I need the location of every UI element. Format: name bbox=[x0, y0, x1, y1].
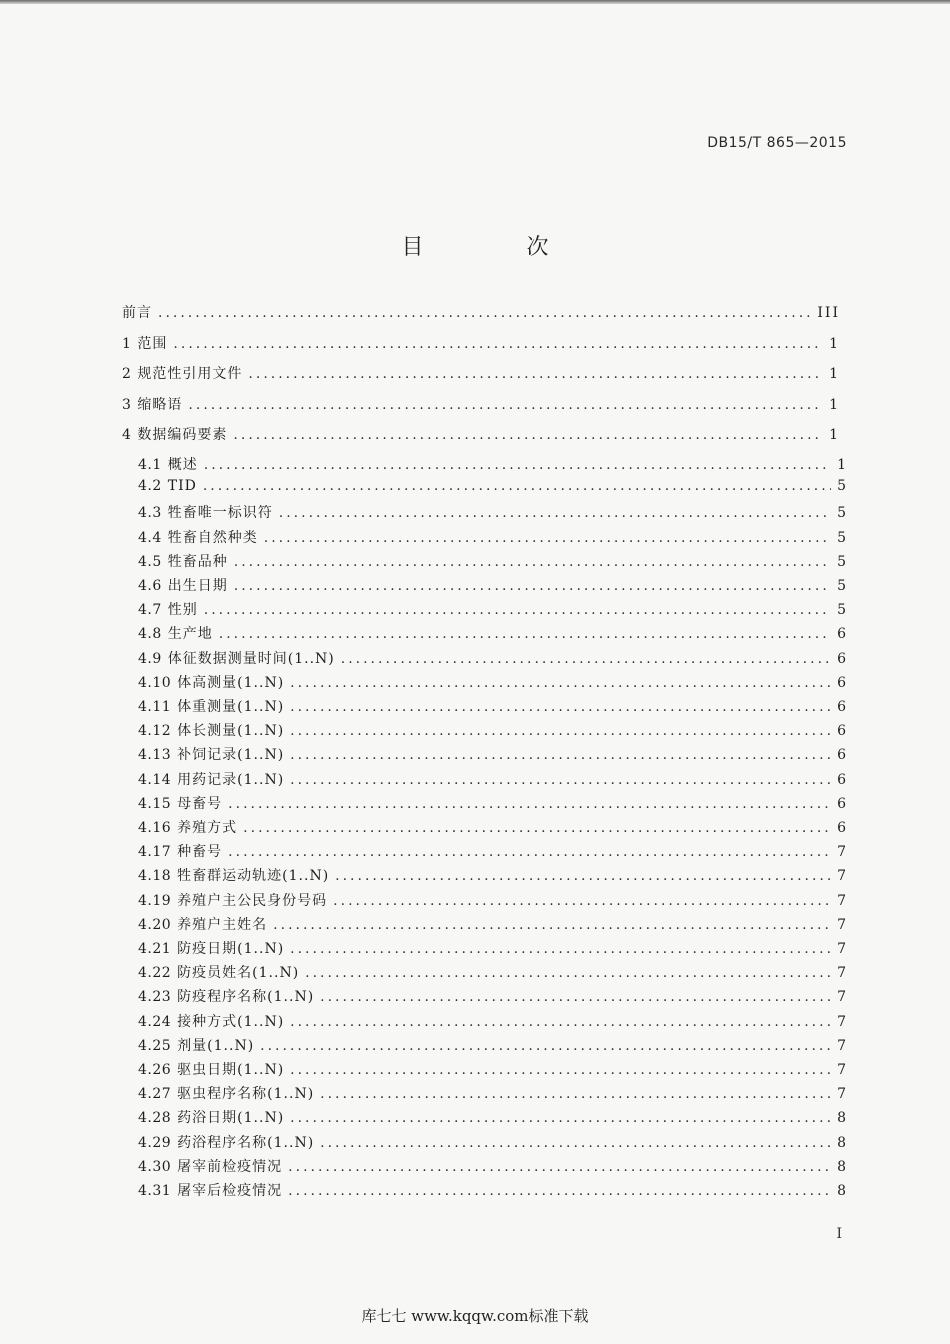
toc-entry-page: 7 bbox=[837, 916, 848, 933]
toc-entry[interactable] bbox=[138, 1132, 848, 1156]
toc-leader-dots bbox=[320, 1135, 831, 1151]
toc-entry-title: 体长测量(1..N) bbox=[177, 723, 285, 740]
toc-leader-dots bbox=[290, 941, 831, 957]
toc-entry[interactable] bbox=[138, 865, 848, 889]
toc-leader-dots bbox=[264, 530, 831, 546]
toc-entry-number: 4.29 bbox=[138, 1134, 172, 1151]
toc-leader-dots bbox=[320, 1086, 831, 1102]
toc-entry-page: 8 bbox=[837, 1110, 848, 1127]
toc-entry-number: 4.7 bbox=[138, 602, 162, 619]
toc-leader-dots bbox=[288, 1159, 831, 1175]
toc-entry-number: 4.28 bbox=[138, 1110, 172, 1127]
toc-entry-number: 4.30 bbox=[138, 1158, 172, 1175]
toc-entry[interactable] bbox=[138, 1180, 848, 1204]
toc-entry[interactable] bbox=[138, 575, 848, 599]
toc-entry-page: 1 bbox=[829, 335, 840, 352]
toc-leader-dots bbox=[233, 427, 823, 443]
toc-entry-page: 6 bbox=[837, 699, 848, 715]
toc-entry-title: 牲畜群运动轨迹(1..N) bbox=[177, 868, 330, 885]
toc-entry-page: 5 bbox=[837, 478, 848, 495]
toc-entry-number: 4.3 bbox=[138, 505, 162, 522]
toc-leader-dots bbox=[290, 1110, 831, 1126]
toc-entry[interactable] bbox=[138, 1107, 848, 1131]
toc-leader-dots bbox=[290, 772, 831, 788]
toc-leader-dots bbox=[290, 747, 831, 763]
toc-entry[interactable] bbox=[138, 986, 848, 1010]
toc-entry-number: 4.19 bbox=[138, 892, 172, 909]
toc-entry[interactable] bbox=[138, 938, 848, 962]
toc-entry-title: 母畜号 bbox=[177, 795, 223, 812]
toc-entry-title: 牲畜品种 bbox=[167, 553, 228, 570]
toc-entry-page: 5 bbox=[837, 505, 848, 522]
toc-leader-dots bbox=[290, 699, 831, 715]
toc-entry-title: 屠宰后检疫情况 bbox=[177, 1183, 283, 1199]
toc-entry[interactable] bbox=[138, 527, 848, 551]
toc-entry[interactable] bbox=[138, 744, 848, 768]
toc-entry[interactable] bbox=[138, 502, 848, 526]
toc-entry-title: TID bbox=[167, 478, 197, 495]
toc-entry-number: 4.5 bbox=[138, 553, 162, 570]
toc-entry-number: 4.25 bbox=[138, 1037, 172, 1054]
toc-entry-title: 缩略语 bbox=[137, 396, 183, 413]
toc-entry-number: 4.11 bbox=[138, 699, 172, 715]
toc-entry-page: 5 bbox=[837, 602, 848, 619]
toc-entry-page: 7 bbox=[837, 868, 848, 885]
toc-leader-dots bbox=[279, 505, 831, 521]
page-number: I bbox=[836, 1226, 842, 1242]
toc-entry-page: 1 bbox=[829, 366, 840, 382]
toc-entry[interactable] bbox=[138, 478, 848, 502]
toc-entry[interactable] bbox=[138, 623, 848, 647]
toc-leader-dots bbox=[173, 336, 823, 352]
toc-entry[interactable] bbox=[138, 1011, 848, 1035]
toc-leader-dots bbox=[305, 965, 831, 981]
toc-entry-title: 防疫日期(1..N) bbox=[177, 941, 285, 957]
toc-entry-page: 7 bbox=[837, 892, 848, 909]
toc-entry[interactable] bbox=[138, 696, 848, 720]
toc-entry-page: 5 bbox=[837, 578, 848, 594]
toc-leader-dots bbox=[234, 554, 831, 570]
toc-entry-title: 药浴程序名称(1..N) bbox=[177, 1134, 315, 1151]
toc-entry-title: 范围 bbox=[137, 335, 168, 352]
toc-entry-title: 概述 bbox=[167, 457, 198, 473]
toc-entry[interactable] bbox=[122, 394, 840, 418]
toc-entry[interactable] bbox=[138, 1059, 848, 1083]
toc-entry-number: 4.15 bbox=[138, 795, 172, 812]
footer-watermark: 库七七 www.kqqw.com标准下载 bbox=[361, 1307, 589, 1325]
toc-entry-page: 1 bbox=[837, 457, 848, 473]
toc-entry-number: 4.13 bbox=[138, 747, 172, 764]
toc-entry-number: 4 bbox=[122, 427, 132, 443]
toc-entry[interactable] bbox=[138, 672, 848, 696]
toc-entry-page: 6 bbox=[837, 771, 848, 788]
toc-entry-number: 4.10 bbox=[138, 674, 172, 691]
toc-entry[interactable] bbox=[138, 890, 848, 914]
toc-entry[interactable] bbox=[138, 914, 848, 938]
toc-entry-title: 性别 bbox=[167, 602, 198, 619]
toc-entry-title: 养殖户主姓名 bbox=[177, 916, 268, 933]
toc-entry-page: 8 bbox=[837, 1134, 848, 1151]
toc-entry-page: 7 bbox=[837, 965, 848, 982]
toc-entry-number: 1 bbox=[122, 335, 132, 352]
toc-entry-title: 药浴日期(1..N) bbox=[177, 1110, 285, 1127]
toc-entry[interactable] bbox=[138, 599, 848, 623]
toc-leader-dots bbox=[248, 366, 823, 382]
toc-entry-page: 7 bbox=[837, 1037, 848, 1054]
toc-entry-number: 4.2 bbox=[138, 478, 162, 495]
toc-leader-dots bbox=[234, 578, 831, 594]
toc-entry-number: 4.16 bbox=[138, 820, 172, 836]
toc-entry-number: 4.31 bbox=[138, 1183, 172, 1199]
toc-entry-page: 7 bbox=[837, 1062, 848, 1078]
toc-leader-dots bbox=[290, 675, 831, 691]
toc-entry-title: 防疫程序名称(1..N) bbox=[177, 989, 315, 1006]
toc-entry-page: 1 bbox=[829, 396, 840, 413]
toc-entry-page: 6 bbox=[837, 674, 848, 691]
toc-leader-dots bbox=[203, 478, 831, 494]
toc-entry-page: 6 bbox=[837, 820, 848, 836]
toc-entry-number: 4.21 bbox=[138, 941, 172, 957]
toc-leader-dots bbox=[288, 1183, 831, 1199]
toc-entry-page: 5 bbox=[837, 553, 848, 570]
toc-leader-dots bbox=[290, 1014, 831, 1030]
toc-entry-page: 6 bbox=[837, 795, 848, 812]
toc-entry-title: 生产地 bbox=[167, 626, 213, 643]
toc-entry-page: 7 bbox=[837, 941, 848, 957]
toc-leader-dots bbox=[243, 820, 831, 836]
toc-entry[interactable] bbox=[138, 648, 848, 672]
toc-leader-dots bbox=[228, 796, 831, 812]
toc-leader-dots bbox=[219, 626, 831, 642]
toc-entry-page: 7 bbox=[837, 844, 848, 861]
toc-entry-title: 种畜号 bbox=[177, 844, 223, 861]
toc-entry-number: 4.4 bbox=[138, 529, 162, 546]
toc-entry-title: 驱虫程序名称(1..N) bbox=[177, 1086, 315, 1103]
scan-edge bbox=[0, 0, 950, 4]
toc-entry[interactable] bbox=[138, 1156, 848, 1180]
toc-entry-page: 7 bbox=[837, 1013, 848, 1030]
toc-entry-page: 6 bbox=[837, 723, 848, 740]
toc-entry[interactable] bbox=[138, 1035, 848, 1059]
toc-entry[interactable] bbox=[138, 454, 848, 478]
document-code: DB15/T 865—2015 bbox=[707, 135, 847, 151]
toc-entry-title: 养殖方式 bbox=[177, 820, 238, 836]
toc-leader-dots bbox=[188, 397, 823, 413]
toc-entry-number: 4.26 bbox=[138, 1062, 172, 1078]
toc-entry-number: 4.14 bbox=[138, 771, 172, 788]
toc-entry-page: 5 bbox=[837, 529, 848, 546]
toc-entry-number: 4.9 bbox=[138, 650, 162, 667]
toc-entry-number: 4.27 bbox=[138, 1086, 172, 1103]
toc-entry[interactable] bbox=[138, 793, 848, 817]
toc-leader-dots bbox=[260, 1038, 831, 1054]
toc-entry[interactable] bbox=[138, 841, 848, 865]
toc-entry[interactable] bbox=[138, 1083, 848, 1107]
toc-entry-title: 牲畜自然种类 bbox=[167, 529, 258, 546]
toc-entry-number: 4.23 bbox=[138, 989, 172, 1006]
toc-entry[interactable] bbox=[138, 720, 848, 744]
toc-entry-number: 4.24 bbox=[138, 1013, 172, 1030]
toc-entry-page: 8 bbox=[837, 1158, 848, 1175]
toc-entry-number: 4.22 bbox=[138, 965, 172, 982]
toc-entry-number: 4.17 bbox=[138, 844, 172, 861]
toc-entry-number: 2 bbox=[122, 366, 132, 382]
toc-leader-dots bbox=[273, 917, 831, 933]
toc-entry-page: 1 bbox=[829, 427, 840, 443]
toc-entry-title: 前言 bbox=[122, 305, 152, 321]
toc-entry[interactable] bbox=[122, 333, 840, 357]
toc-entry-number: 4.12 bbox=[138, 723, 172, 740]
toc-leader-dots bbox=[341, 651, 831, 667]
toc-title: 目 次 bbox=[401, 235, 597, 260]
toc-entry-title: 体高测量(1..N) bbox=[177, 674, 285, 691]
toc-leader-dots bbox=[158, 305, 811, 321]
toc-entry[interactable] bbox=[138, 551, 848, 575]
toc-entry-page: 8 bbox=[837, 1183, 848, 1199]
toc-entry-title: 体征数据测量时间(1..N) bbox=[167, 650, 335, 667]
toc-entry-title: 数据编码要素 bbox=[137, 427, 228, 443]
toc-entry[interactable] bbox=[138, 817, 848, 841]
toc-entry[interactable] bbox=[122, 363, 840, 387]
toc-entry-number: 4.6 bbox=[138, 578, 162, 594]
toc-entry-title: 体重测量(1..N) bbox=[177, 699, 285, 715]
toc-leader-dots bbox=[333, 893, 831, 909]
toc-leader-dots bbox=[228, 844, 831, 860]
toc-entry-title: 出生日期 bbox=[167, 578, 228, 594]
toc-entry-page: 6 bbox=[837, 747, 848, 764]
toc-entry-title: 剂量(1..N) bbox=[177, 1037, 255, 1054]
toc-entry-title: 规范性引用文件 bbox=[137, 366, 243, 382]
toc-leader-dots bbox=[335, 868, 831, 884]
toc-entry-page: 7 bbox=[837, 989, 848, 1006]
toc-entry-title: 接种方式(1..N) bbox=[177, 1013, 285, 1030]
toc-leader-dots bbox=[320, 989, 831, 1005]
toc-entry-number: 4.18 bbox=[138, 868, 172, 885]
toc-entry-number: 4.1 bbox=[138, 457, 162, 473]
toc-entry-title: 补饲记录(1..N) bbox=[177, 747, 285, 764]
toc-entry-number: 4.20 bbox=[138, 916, 172, 933]
toc-entry-page: III bbox=[817, 305, 840, 321]
toc-leader-dots bbox=[204, 457, 831, 473]
toc-entry[interactable] bbox=[138, 769, 848, 793]
toc-entry-title: 防疫员姓名(1..N) bbox=[177, 965, 300, 982]
toc-leader-dots bbox=[204, 602, 831, 618]
toc-leader-dots bbox=[290, 723, 831, 739]
toc-entry-number: 4.8 bbox=[138, 626, 162, 643]
toc-entry[interactable] bbox=[122, 302, 840, 326]
toc-entry-title: 用药记录(1..N) bbox=[177, 771, 285, 788]
toc-entry[interactable] bbox=[138, 962, 848, 986]
toc-entry-page: 7 bbox=[837, 1086, 848, 1103]
toc-entry-title: 养殖户主公民身份号码 bbox=[177, 892, 328, 909]
toc-entry-page: 6 bbox=[837, 626, 848, 643]
toc-entry-title: 驱虫日期(1..N) bbox=[177, 1062, 285, 1078]
toc-entry-title: 屠宰前检疫情况 bbox=[177, 1158, 283, 1175]
toc-entry-number: 3 bbox=[122, 396, 132, 413]
toc-entry[interactable] bbox=[122, 424, 840, 448]
toc-entry-title: 牲畜唯一标识符 bbox=[167, 505, 273, 522]
toc-entry-page: 6 bbox=[837, 650, 848, 667]
toc-leader-dots bbox=[290, 1062, 831, 1078]
